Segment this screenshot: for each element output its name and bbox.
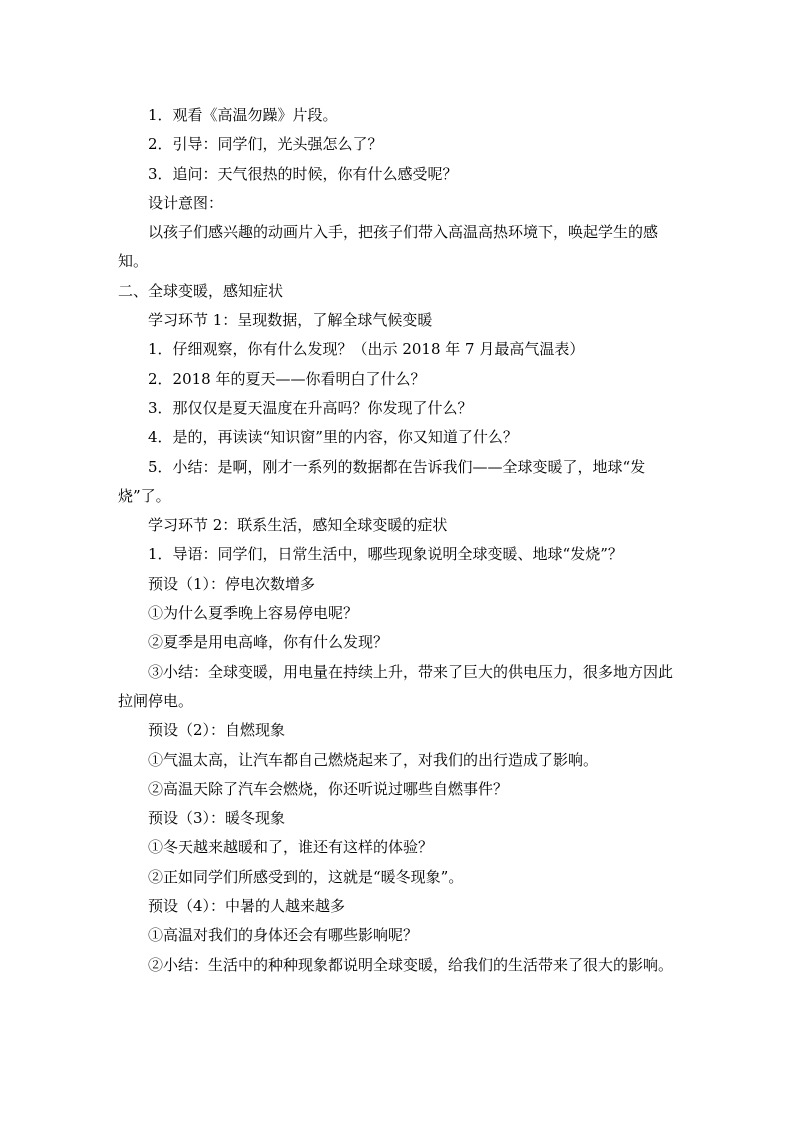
preset-heading-3: 预设（3）：暖冬现象 [148, 809, 286, 828]
list-item: ①为什么夏季晚上容易停电呢？ [148, 604, 359, 623]
list-item: ②夏季是用电高峰，你有什么发现？ [148, 633, 389, 652]
list-item: 1．导语：同学们，日常生活中，哪些现象说明全球变暖、地球“发烧”？ [148, 545, 623, 564]
paragraph-step-1: 1．观看《高温勿躁》片段。 [148, 106, 338, 124]
list-item: 4．是的，再读读“知识窗”里的内容，你又知道了什么？ [148, 428, 518, 447]
section-heading-2: 二、全球变暖，感知症状 [118, 281, 284, 300]
list-item: 3．那仅仅是夏天温度在升高吗？你发现了什么？ [148, 398, 473, 417]
summary-paragraph: ③小结：全球变暖，用电量在持续上升，带来了巨大的供电压力，很多地方因此拉闸停电。 [118, 662, 674, 710]
preset-heading-2: 预设（2）：自燃现象 [148, 721, 286, 740]
paragraph-step-3: 3．追问：天气很热的时候，你有什么感受呢？ [148, 164, 458, 183]
list-item: ②高温天除了汽车会燃烧，你还听说过哪些自燃事件？ [148, 779, 509, 798]
list-item: ②正如同学们所感受到的，这就是“暖冬现象”。 [148, 867, 464, 886]
summary-paragraph: 5．小结：是啊，刚才一系列的数据都在告诉我们——全球变暖了，地球“发烧”了。 [118, 457, 646, 505]
summary-paragraph: ②小结：生活中的种种现象都说明全球变暖，给我们的生活带来了很大的影响。 [148, 955, 674, 974]
learning-step-1-heading: 学习环节 1：呈现数据，了解全球气候变暖 [148, 311, 433, 330]
learning-step-2-heading: 学习环节 2：联系生活，感知全球变暖的症状 [148, 516, 448, 535]
document-body [118, 101, 678, 980]
paragraph-step-2: 2．引导：同学们，光头强怎么了？ [148, 135, 383, 154]
list-item: 1．仔细观察，你有什么发现？（出示 2018 年 7 月最高气温表） [148, 340, 585, 359]
list-item: ①气温太高，让汽车都自己燃烧起来了，对我们的出行造成了影响。 [148, 750, 599, 769]
design-intent-heading: 设计意图： [148, 193, 224, 212]
list-item: 2．2018 年的夏天——你看明白了什么？ [148, 369, 426, 388]
preset-heading-1: 预设（1）：停电次数增多 [148, 574, 316, 593]
list-item: ①冬天越来越暖和了，谁还有这样的体验？ [148, 838, 434, 857]
list-item: ①高温对我们的身体还会有哪些影响呢？ [148, 926, 419, 945]
design-intent-text: 以孩子们感兴趣的动画片入手，把孩子们带入高温高热环境下，唤起学生的感知。 [118, 223, 659, 271]
preset-heading-4: 预设（4）：中暑的人越来越多 [148, 897, 346, 916]
